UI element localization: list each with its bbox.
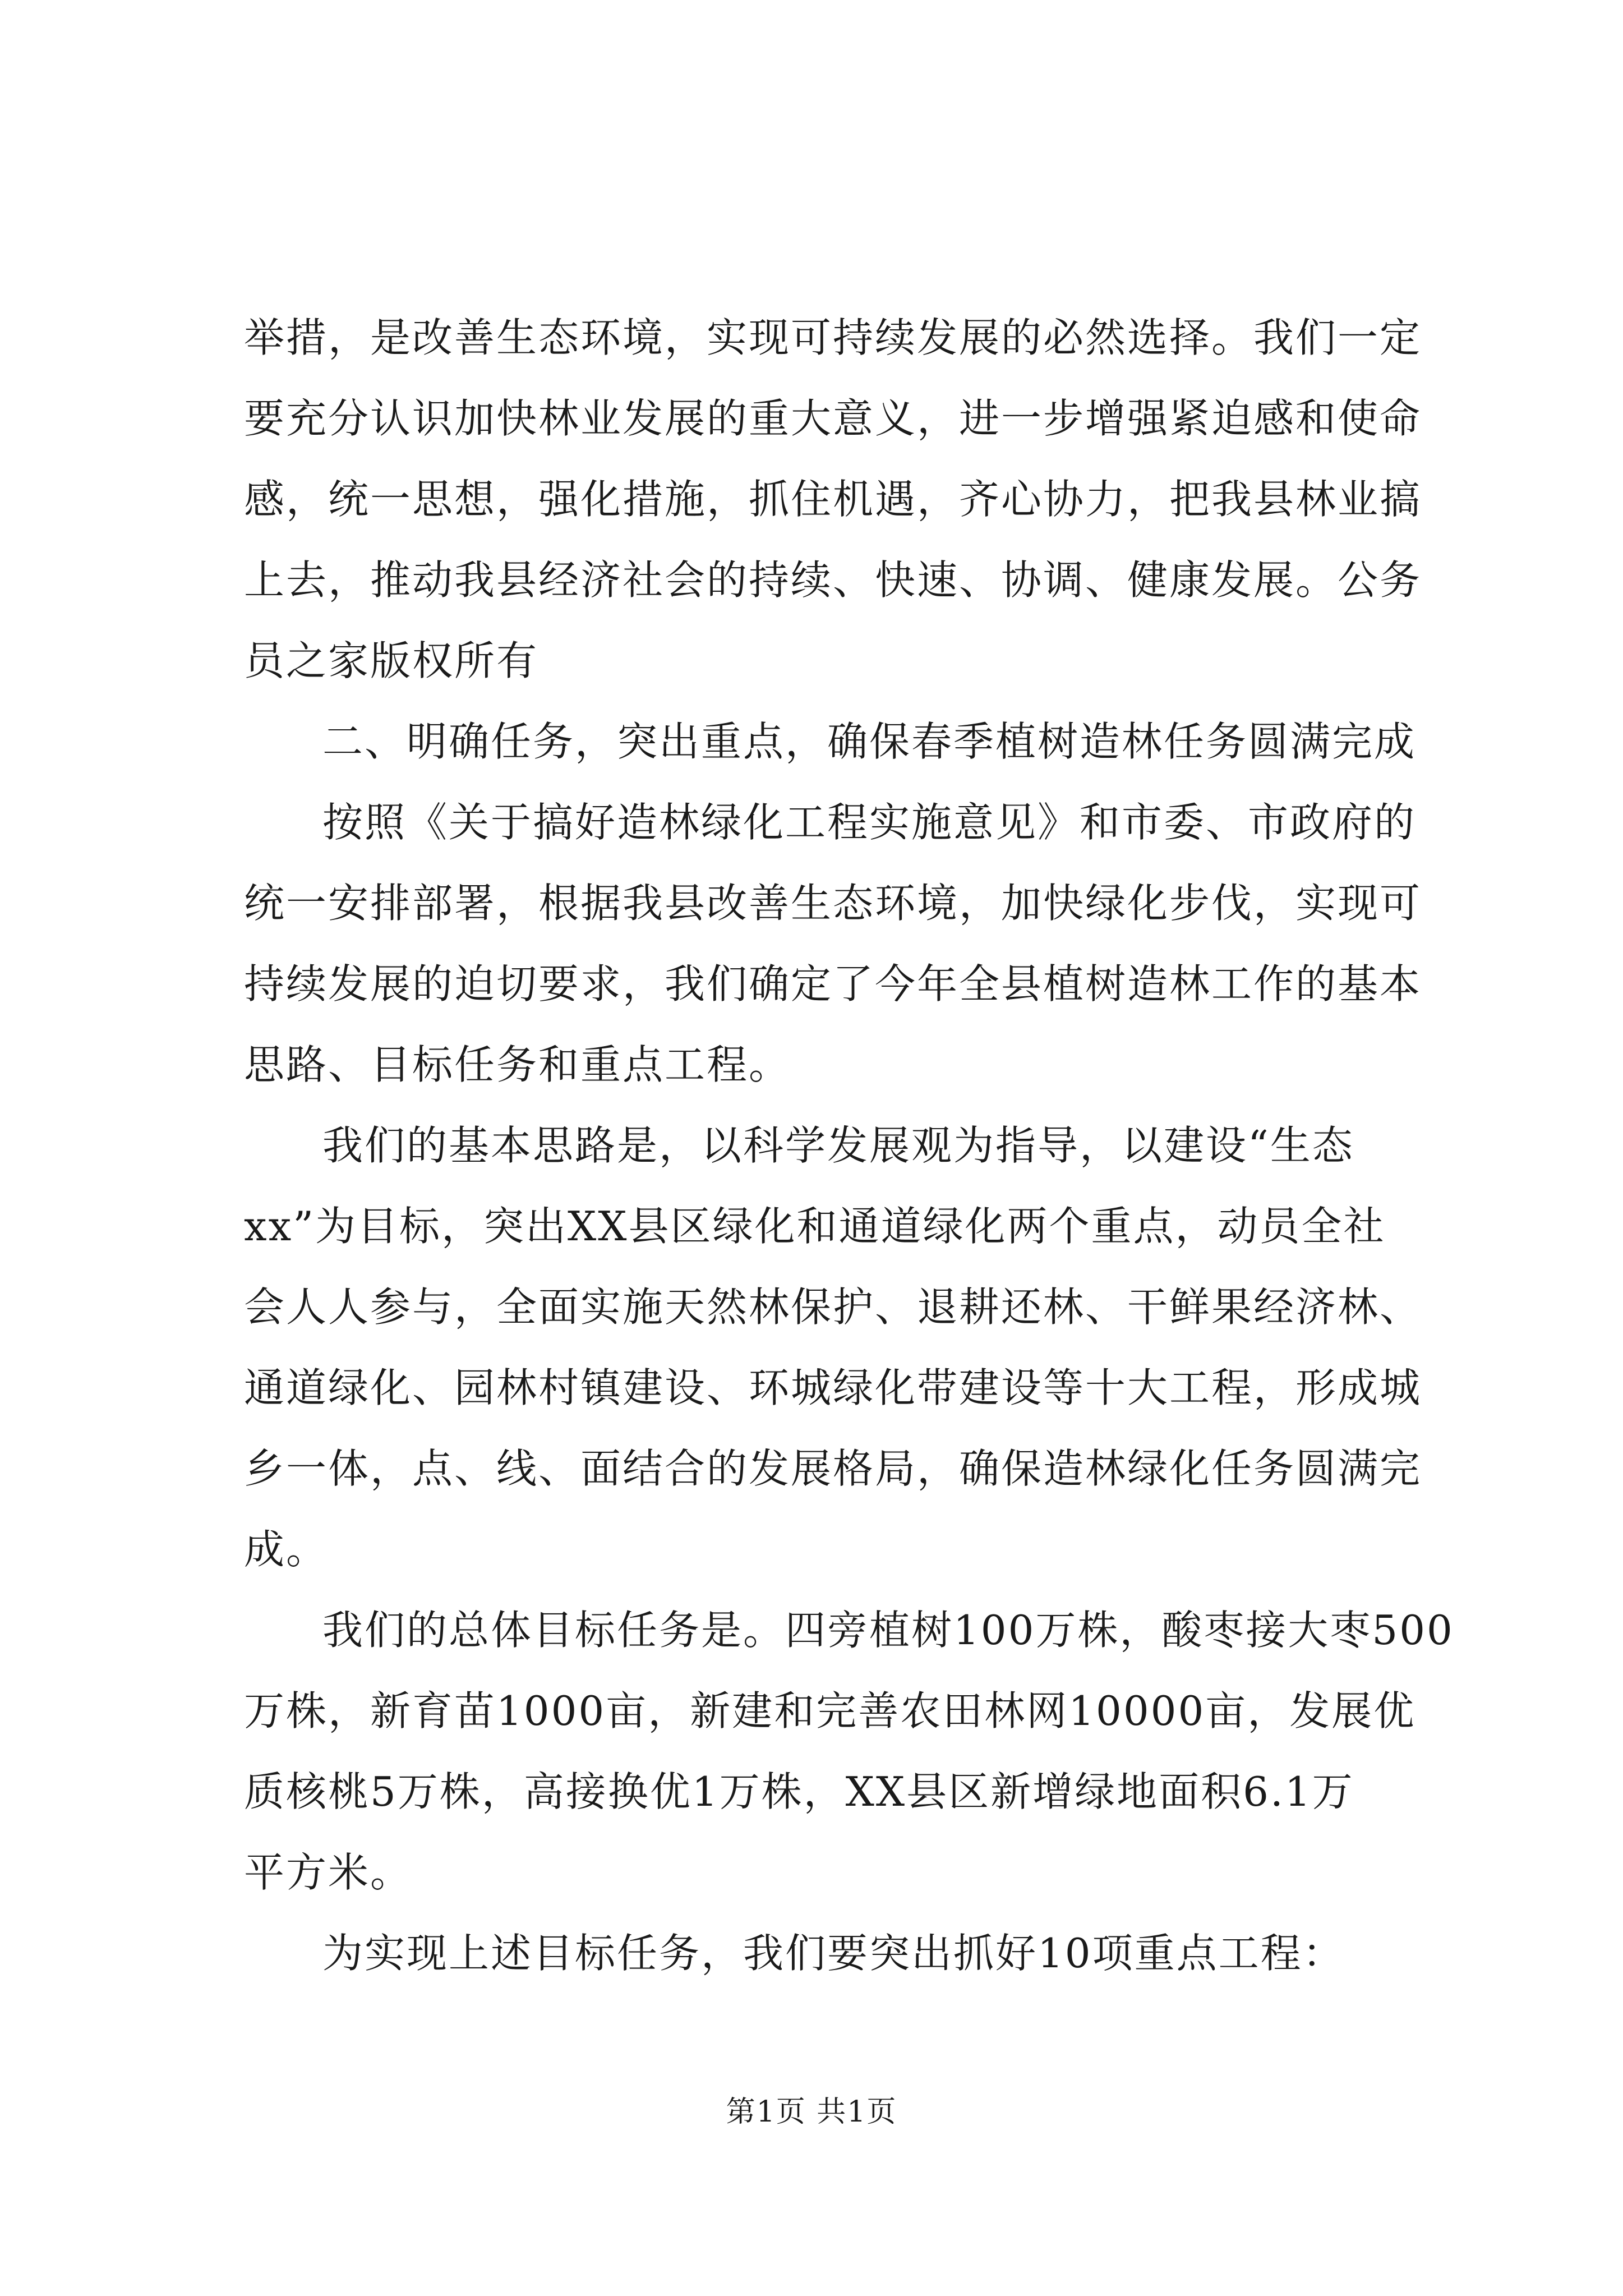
page-number-footer: 第1页 共1页 <box>726 2095 897 2129</box>
paragraph-line: 成。 <box>244 1526 329 1573</box>
paragraph-line: 统一安排部署，根据我县改善生态环境，加快绿化步伐，实现可 <box>244 880 1422 927</box>
paragraph-line: 我们的总体目标任务是。四旁植树100万株，酸枣接大枣500 <box>322 1607 1454 1654</box>
paragraph-line: 感，统一思想，强化措施，抓住机遇，齐心协力，把我县林业搞 <box>244 476 1422 523</box>
paragraph-line: 会人人参与，全面实施天然林保护、退耕还林、干鲜果经济林、 <box>244 1283 1422 1331</box>
paragraph-line: xx”为目标，突出XX县区绿化和通道绿化两个重点，动员全社 <box>244 1203 1386 1250</box>
section-heading: 二、明确任务，突出重点，确保春季植树造林任务圆满完成 <box>322 718 1417 765</box>
document-body <box>244 297 1454 1994</box>
paragraph-line: 乡一体，点、线、面结合的发展格局，确保造林绿化任务圆满完 <box>244 1445 1422 1492</box>
paragraph-line: 上去，推动我县经济社会的持续、快速、协调、健康发展。公务 <box>244 556 1422 604</box>
paragraph-line: 要充分认识加快林业发展的重大意义，进一步增强紧迫感和使命 <box>244 395 1422 442</box>
paragraph-line: 为实现上述目标任务，我们要突出抓好10项重点工程： <box>322 1930 1345 1977</box>
paragraph-line: 万株，新育苗1000亩，新建和完善农田林网10000亩，发展优 <box>244 1687 1416 1734</box>
paragraph-line: 质核桃5万株，高接换优1万株，XX县区新增绿地面积6.1万 <box>244 1768 1354 1815</box>
paragraph-line: 持续发展的迫切要求，我们确定了今年全县植树造林工作的基本 <box>244 960 1422 1007</box>
paragraph-line: 通道绿化、园林村镇建设、环城绿化带建设等十大工程，形成城 <box>244 1364 1422 1411</box>
paragraph-line: 按照《关于搞好造林绿化工程实施意见》和市委、市政府的 <box>322 799 1417 846</box>
paragraph-line: 平方米。 <box>244 1849 413 1896</box>
paragraph-line: 思路、目标任务和重点工程。 <box>244 1041 791 1088</box>
paragraph-line: 员之家版权所有 <box>244 637 539 684</box>
paragraph-line: 我们的基本思路是，以科学发展观为指导，以建设“生态 <box>322 1122 1354 1169</box>
paragraph-line: 举措，是改善生态环境，实现可持续发展的必然选择。我们一定 <box>244 314 1422 361</box>
